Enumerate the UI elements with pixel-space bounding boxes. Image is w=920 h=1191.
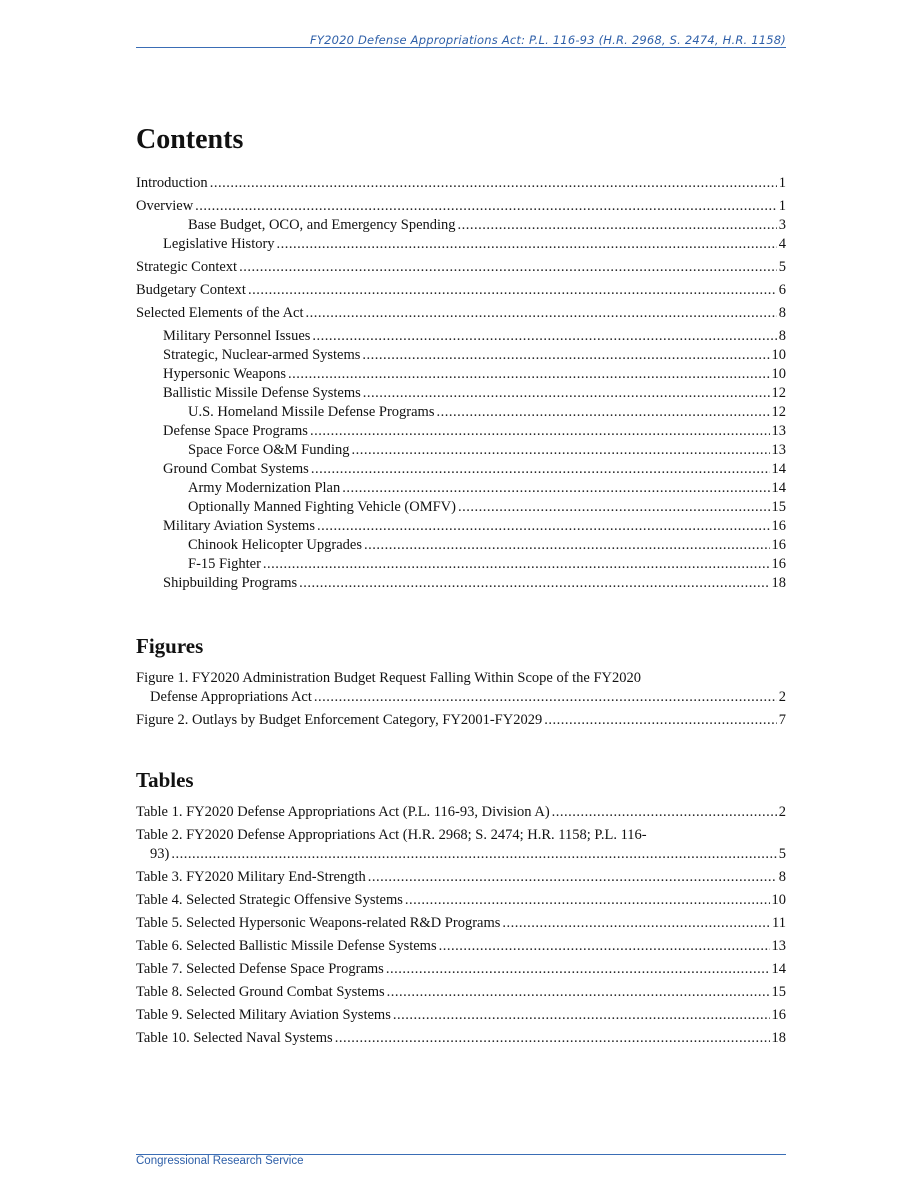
toc-entry[interactable]: [136, 479, 786, 498]
dot-leader: [310, 422, 770, 441]
toc-label: Military Personnel Issues: [163, 328, 311, 344]
toc-page: 11: [772, 915, 786, 931]
toc-label: Optionally Manned Fighting Vehicle (OMFV): [188, 499, 456, 515]
toc-label: Table 8. Selected Ground Combat Systems: [136, 984, 385, 1000]
toc-page: 2: [778, 689, 786, 705]
toc-entry[interactable]: [136, 1006, 786, 1025]
toc-label: Ground Combat Systems: [163, 461, 309, 477]
toc-entry[interactable]: [136, 174, 786, 193]
toc-entry[interactable]: [136, 365, 786, 384]
toc-label: Army Modernization Plan: [188, 480, 341, 496]
toc-page: 12: [771, 404, 786, 420]
toc-page: 5: [778, 846, 786, 862]
toc-page: 16: [771, 1007, 786, 1023]
toc-label: Shipbuilding Programs: [163, 575, 298, 591]
dot-leader: [263, 555, 770, 574]
toc-entry[interactable]: [136, 1029, 786, 1048]
dot-leader: [362, 346, 769, 365]
toc-entry[interactable]: [136, 960, 786, 979]
toc-page: 16: [771, 556, 786, 572]
toc-label: Strategic, Nuclear-armed Systems: [163, 347, 361, 363]
dot-leader: [364, 536, 770, 555]
running-footer: Congressional Research Service: [136, 1155, 304, 1167]
toc-page: 6: [778, 282, 786, 298]
toc-label: Military Aviation Systems: [163, 518, 315, 534]
dot-leader: [171, 845, 776, 864]
toc-label: Table 6. Selected Ballistic Missile Defense Systems: [136, 938, 437, 954]
toc-page: 10: [771, 366, 786, 382]
toc-entry[interactable]: [136, 403, 786, 422]
dot-leader: [210, 174, 777, 193]
toc-label: Budgetary Context: [136, 282, 246, 298]
dot-leader: [312, 327, 776, 346]
toc-label-continued: Defense Appropriations Act: [150, 689, 312, 705]
toc-entry[interactable]: [136, 517, 786, 536]
toc-entry[interactable]: [136, 669, 786, 707]
toc-label: Selected Elements of the Act: [136, 305, 304, 321]
toc-page: 16: [771, 518, 786, 534]
toc-label: Figure 2. Outlays by Budget Enforcement Category, FY2001-FY2029: [136, 712, 543, 728]
dot-leader: [393, 1006, 770, 1025]
dot-leader: [386, 960, 770, 979]
dot-leader: [248, 281, 777, 300]
toc-page: 16: [771, 537, 786, 553]
toc-label: Table 2. FY2020 Defense Appropriations Act (H.R. 2968; S. 2474; H.R. 1158; P.L. 116-: [136, 827, 647, 843]
dot-leader: [306, 304, 777, 323]
dot-leader: [368, 868, 777, 887]
toc-page: 10: [771, 892, 786, 908]
dot-leader: [342, 479, 769, 498]
dot-leader: [502, 914, 770, 933]
dot-leader: [299, 574, 769, 593]
running-header: FY2020 Defense Appropriations Act: P.L. 116-93 (H.R. 2968, S. 2474, H.R. 1158): [310, 33, 786, 47]
dot-leader: [552, 803, 777, 822]
toc-page: 13: [771, 442, 786, 458]
toc-label: Table 1. FY2020 Defense Appropriations Act (P.L. 116-93, Division A): [136, 804, 550, 820]
toc-page: 8: [778, 305, 786, 321]
toc-entry[interactable]: [136, 216, 786, 235]
toc-entry[interactable]: [136, 422, 786, 441]
dot-leader: [544, 711, 777, 730]
dot-leader: [195, 197, 777, 216]
toc-page: 7: [778, 712, 786, 728]
dot-leader: [363, 384, 770, 403]
dot-leader: [387, 983, 770, 1002]
toc-label: Table 10. Selected Naval Systems: [136, 1030, 333, 1046]
toc-label: Overview: [136, 198, 194, 214]
toc-label: Base Budget, OCO, and Emergency Spending: [188, 217, 456, 233]
tables-list: [136, 803, 786, 1048]
toc-entry[interactable]: [136, 711, 786, 730]
toc-entry[interactable]: [136, 983, 786, 1002]
toc-page: 10: [771, 347, 786, 363]
dot-leader: [458, 216, 777, 235]
toc-page: 12: [771, 385, 786, 401]
dot-leader: [314, 688, 777, 707]
toc-label: Table 5. Selected Hypersonic Weapons-related R&D Programs: [136, 915, 501, 931]
toc-entry[interactable]: [136, 574, 786, 593]
dot-leader: [436, 403, 769, 422]
toc-entry[interactable]: [136, 826, 786, 864]
dot-leader: [311, 460, 770, 479]
toc-label: Strategic Context: [136, 259, 238, 275]
toc-page: 3: [778, 217, 786, 233]
dot-leader: [288, 365, 770, 384]
toc-page: 18: [771, 575, 786, 591]
toc-label-continued: 93): [150, 846, 170, 862]
dot-leader: [277, 235, 777, 254]
toc-entry[interactable]: [136, 460, 786, 479]
toc-label: Legislative History: [163, 236, 275, 252]
toc-entry[interactable]: [136, 555, 786, 574]
toc-entry[interactable]: [136, 327, 786, 346]
toc-label: Introduction: [136, 175, 208, 191]
toc-page: 1: [778, 198, 786, 214]
toc-page: 14: [771, 480, 786, 496]
toc-entry[interactable]: [136, 536, 786, 555]
toc-page: 4: [778, 236, 786, 252]
toc-label: Figure 1. FY2020 Administration Budget Request Falling Within Scope of the FY2020: [136, 670, 642, 686]
toc-entry[interactable]: [136, 258, 786, 277]
toc-entry[interactable]: [136, 891, 786, 910]
dot-leader: [352, 441, 770, 460]
toc-label: U.S. Homeland Missile Defense Programs: [188, 404, 435, 420]
toc-label: Chinook Helicopter Upgrades: [188, 537, 362, 553]
toc-entry[interactable]: [136, 868, 786, 887]
toc-label: Table 3. FY2020 Military End-Strength: [136, 869, 366, 885]
toc-entry[interactable]: [136, 197, 786, 216]
dot-leader: [239, 258, 777, 277]
contents-heading: Contents: [136, 124, 244, 155]
toc-label: Table 9. Selected Military Aviation Systems: [136, 1007, 391, 1023]
toc-entry[interactable]: [136, 937, 786, 956]
toc-label: Defense Space Programs: [163, 423, 308, 439]
toc-label: Space Force O&M Funding: [188, 442, 350, 458]
dot-leader: [458, 498, 770, 517]
toc-page: 13: [771, 938, 786, 954]
toc-label: Table 4. Selected Strategic Offensive Systems: [136, 892, 403, 908]
toc-entry[interactable]: [136, 441, 786, 460]
toc-page: 5: [778, 259, 786, 275]
toc-page: 15: [771, 984, 786, 1000]
figures-heading: Figures: [136, 634, 204, 658]
dot-leader: [405, 891, 770, 910]
toc-entry[interactable]: [136, 281, 786, 300]
figures-list: [136, 669, 786, 730]
toc-label: Table 7. Selected Defense Space Programs: [136, 961, 384, 977]
toc-page: 14: [771, 961, 786, 977]
toc-page: 13: [771, 423, 786, 439]
toc-label: F-15 Fighter: [188, 556, 261, 572]
dot-leader: [335, 1029, 770, 1048]
contents-list: [136, 174, 786, 593]
toc-page: 1: [778, 175, 786, 191]
toc-page: 15: [771, 499, 786, 515]
toc-label: Hypersonic Weapons: [163, 366, 286, 382]
toc-entry[interactable]: [136, 914, 786, 933]
toc-entry[interactable]: [136, 803, 786, 822]
toc-entry[interactable]: [136, 235, 786, 254]
toc-entry[interactable]: [136, 346, 786, 365]
tables-heading: Tables: [136, 768, 194, 792]
toc-page: 8: [778, 328, 786, 344]
toc-page: 8: [778, 869, 786, 885]
toc-page: 14: [771, 461, 786, 477]
toc-entry[interactable]: [136, 304, 786, 323]
toc-page: 18: [771, 1030, 786, 1046]
toc-label: Ballistic Missile Defense Systems: [163, 385, 361, 401]
toc-entry[interactable]: [136, 498, 786, 517]
header-rule: [136, 47, 786, 48]
toc-entry[interactable]: [136, 384, 786, 403]
toc-page: 2: [778, 804, 786, 820]
dot-leader: [317, 517, 770, 536]
dot-leader: [439, 937, 770, 956]
